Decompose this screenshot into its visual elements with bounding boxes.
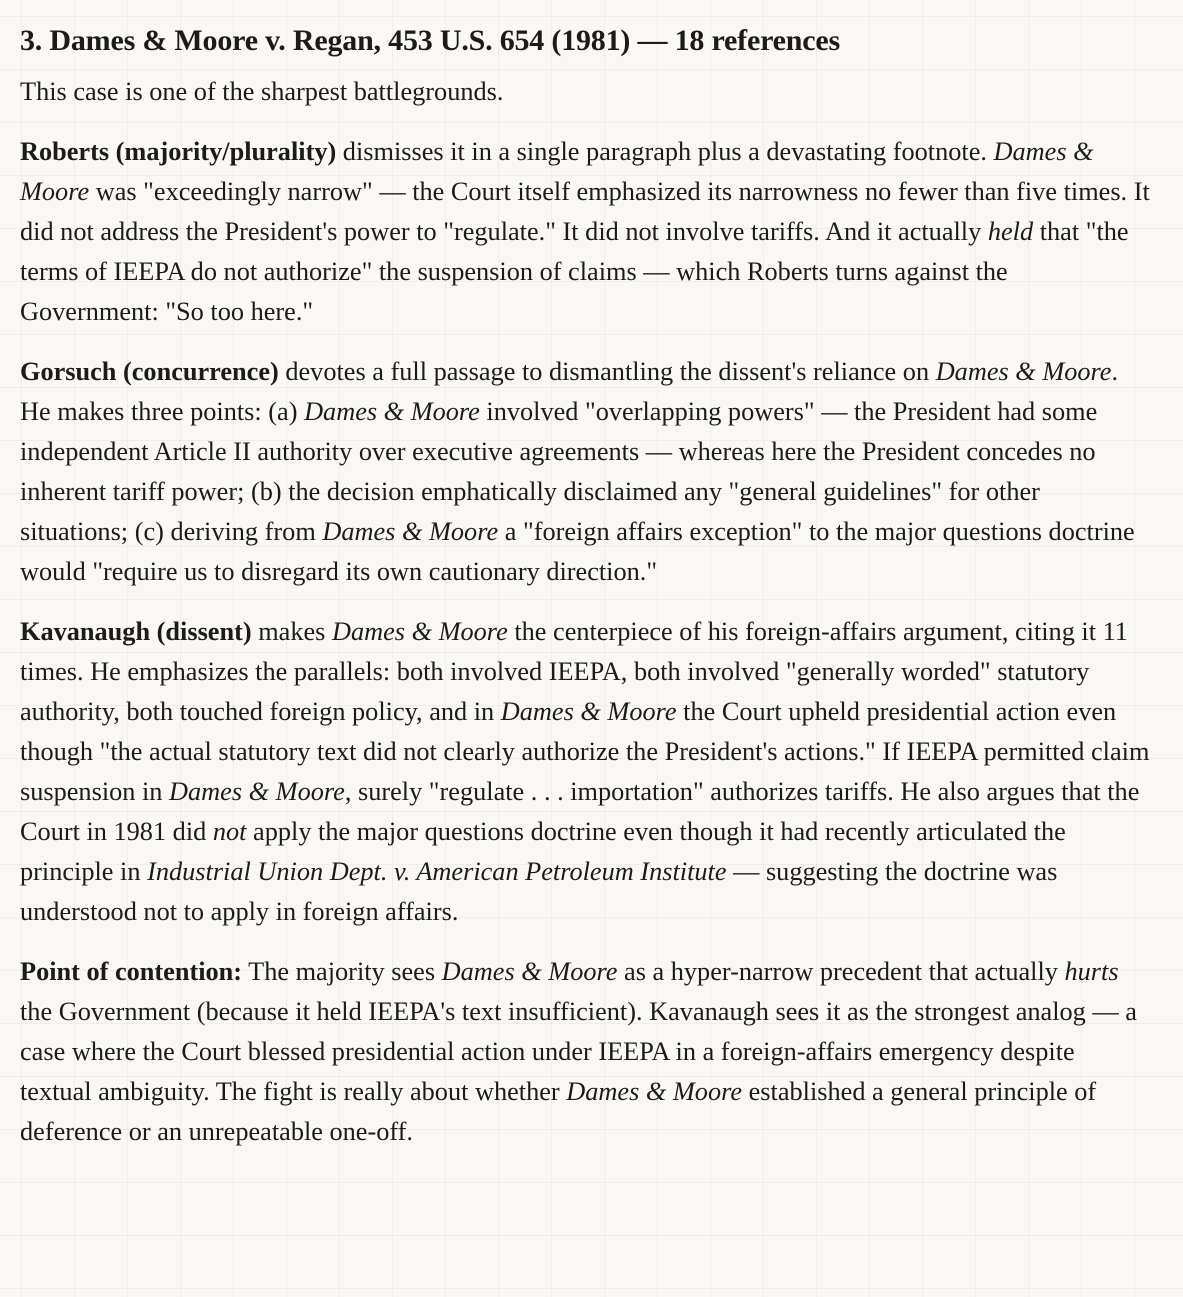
italic-text: Dames & Moore [20, 137, 1094, 206]
italic-text: not [212, 817, 247, 846]
italic-text: Dames & Moore [500, 697, 677, 726]
text-run: as a hyper-narrow precedent that actually [617, 957, 1065, 986]
text-run: the centerpiece of his foreign-affairs argument, citing it 11 times. He emphasizes the parallels: both involved IEEPA, both involved "generally worded" statutory authority, both touched foreign policy, and in [20, 617, 1128, 726]
italic-text: Dames & Moore [441, 957, 618, 986]
text-run: . He makes three points: (a) [20, 357, 1119, 426]
text-run: was "exceedingly narrow" — the Court itself emphasized its narrowness no fewer than five times. It did not address the President's power to "regulate." It did not involve tariffs. And it actually [20, 177, 1150, 246]
bold-lead: Roberts (majority/plurality) [20, 137, 337, 166]
section-body [20, 72, 1150, 1152]
contention-paragraph [20, 952, 1150, 1152]
italic-text: Dames & Moore [304, 397, 480, 426]
text-run: This case is one of the sharpest battlegrounds. [20, 77, 504, 106]
text-run: dismisses it in a single paragraph plus a devastating footnote. [336, 137, 994, 166]
italic-text: Dames & Moore [169, 777, 345, 806]
text-run: that "the terms of IEEPA do not authorize" the suspension of claims — which Roberts turns against the Government: "So too here." [20, 217, 1129, 326]
text-run: a "foreign affairs exception" to the major questions doctrine would "require us to disregard its own cautionary direction." [20, 517, 1135, 586]
gorsuch-paragraph [20, 352, 1150, 592]
text-run: makes [251, 617, 332, 646]
kavanaugh-paragraph [20, 612, 1150, 932]
italic-text: Dames & Moore [935, 357, 1112, 386]
italic-text: Dames & Moore [566, 1077, 743, 1106]
italic-text: Dames & Moore [322, 517, 499, 546]
italic-text: held [987, 217, 1034, 246]
text-run: , surely "regulate . . . importation" authorizes tariffs. He also argues that the Court in 1981 did [20, 777, 1140, 846]
section-heading: 3. Dames & Moore v. Regan, 453 U.S. 654 (1981) — 18 references [20, 24, 840, 57]
text-run: — suggesting the doctrine was understood not to apply in foreign affairs. [20, 857, 1058, 926]
bold-lead: Point of contention: [20, 957, 243, 986]
italic-text: Dames & Moore [331, 617, 508, 646]
document-section [20, 20, 1150, 1172]
text-run: established a general principle of deference or an unrepeatable one-off. [20, 1077, 1097, 1146]
bold-lead: Gorsuch (concurrence) [20, 357, 279, 386]
roberts-paragraph [20, 132, 1150, 332]
text-run: devotes a full passage to dismantling the dissent's reliance on [278, 357, 936, 386]
text-run: The majority sees [242, 957, 442, 986]
text-run: involved "overlapping powers" — the President had some independent Article II authority over executive agreements — whereas here the President concedes no inherent tariff power; (b) the decision emphatically disclaimed any "general guidelines" for other situations; (c) deriving from [20, 397, 1098, 546]
italic-text: Industrial Union Dept. v. American Petroleum Institute [147, 857, 727, 886]
text-run: the Government (because it held IEEPA's text insufficient). Kavanaugh sees it as the strongest analog — a case where the Court blessed presidential action under IEEPA in a foreign-affairs emergency despite textual ambiguity. The fight is really about whether [20, 997, 1137, 1106]
bold-lead: Kavanaugh (dissent) [20, 617, 252, 646]
intro-paragraph [20, 72, 1150, 112]
text-run: the Court upheld presidential action even though "the actual statutory text did not clearly authorize the President's actions." If IEEPA permitted claim suspension in [20, 697, 1150, 806]
italic-text: hurts [1064, 957, 1119, 986]
text-run: apply the major questions doctrine even though it had recently articulated the principle in [20, 817, 1066, 886]
